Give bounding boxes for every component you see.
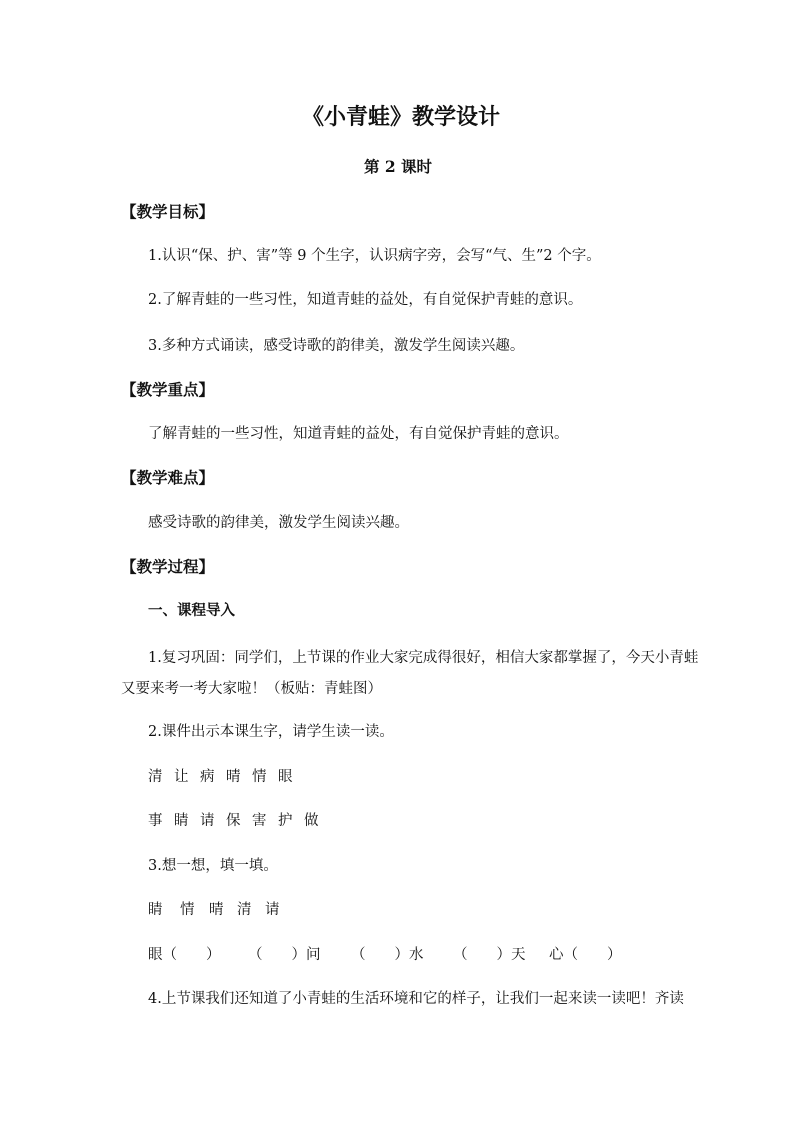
char-item: 晴 <box>226 769 241 785</box>
char-item: 情 <box>252 769 267 785</box>
step1-text: 1.复习巩固：同学们，上节课的作业大家完成得很好，相信大家都掌握了，今天小青蛙 <box>148 650 699 666</box>
step3-text: 3.想一想，填一填。 <box>148 858 278 874</box>
step2-text: 2.课件出示本课生字，请学生读一读。 <box>148 724 394 740</box>
char-item: 让 <box>174 769 189 785</box>
char-item: 保 <box>226 813 241 829</box>
difficulties-heading: 【教学难点】 <box>121 468 215 487</box>
fill-blank: 眼（ ） <box>148 947 221 963</box>
char-item: 做 <box>304 813 319 829</box>
char-item: 害 <box>252 813 267 829</box>
fill-blank: （ ）问 <box>248 947 321 963</box>
objective-item: 2.了解青蛙的一些习性，知道青蛙的益处，有自觉保护青蛙的意识。 <box>148 292 583 308</box>
chars-row <box>148 811 330 831</box>
char-item: 护 <box>278 813 293 829</box>
fill-blank: 心（ ） <box>549 947 622 963</box>
fill-blanks-row <box>148 945 629 965</box>
fill-option: 请 <box>265 902 280 918</box>
document-subtitle: 第 2 课时 <box>363 157 433 176</box>
fill-option: 情 <box>180 902 195 918</box>
fill-options-row <box>148 900 293 920</box>
key-points-text: 了解青蛙的一些习性，知道青蛙的益处，有自觉保护青蛙的意识。 <box>148 426 569 442</box>
fill-option: 睛 <box>148 902 163 918</box>
process-heading: 【教学过程】 <box>121 557 215 576</box>
char-item: 眼 <box>278 769 293 785</box>
step4-text: 4.上节课我们还知道了小青蛙的生活环境和它的样子，让我们一起来读一读吧！齐读 <box>148 991 684 1007</box>
char-item: 请 <box>200 813 215 829</box>
part1-heading: 一、课程导入 <box>148 602 235 619</box>
objective-item: 1.认识“保、护、害”等 9 个生字，认识病字旁，会写“气、生”2 个字。 <box>148 248 601 264</box>
char-item: 睛 <box>174 813 189 829</box>
step1-text-continued: 又要来考一考大家啦！（板贴：青蛙图） <box>121 681 382 697</box>
objective-item: 3.多种方式诵读，感受诗歌的韵律美，激发学生阅读兴趣。 <box>148 338 525 354</box>
fill-blank: （ ）水 <box>351 947 424 963</box>
difficulties-text: 感受诗歌的韵律美，激发学生阅读兴趣。 <box>148 515 409 531</box>
fill-blank: （ ）天 <box>453 947 526 963</box>
char-item: 清 <box>148 769 163 785</box>
fill-option: 晴 <box>209 902 224 918</box>
fill-option: 清 <box>237 902 252 918</box>
char-item: 病 <box>200 769 215 785</box>
char-item: 事 <box>148 813 163 829</box>
document-title: 《小青蛙》教学设计 <box>301 104 500 130</box>
key-points-heading: 【教学重点】 <box>121 380 215 399</box>
chars-row <box>148 767 304 787</box>
objectives-heading: 【教学目标】 <box>121 202 215 221</box>
